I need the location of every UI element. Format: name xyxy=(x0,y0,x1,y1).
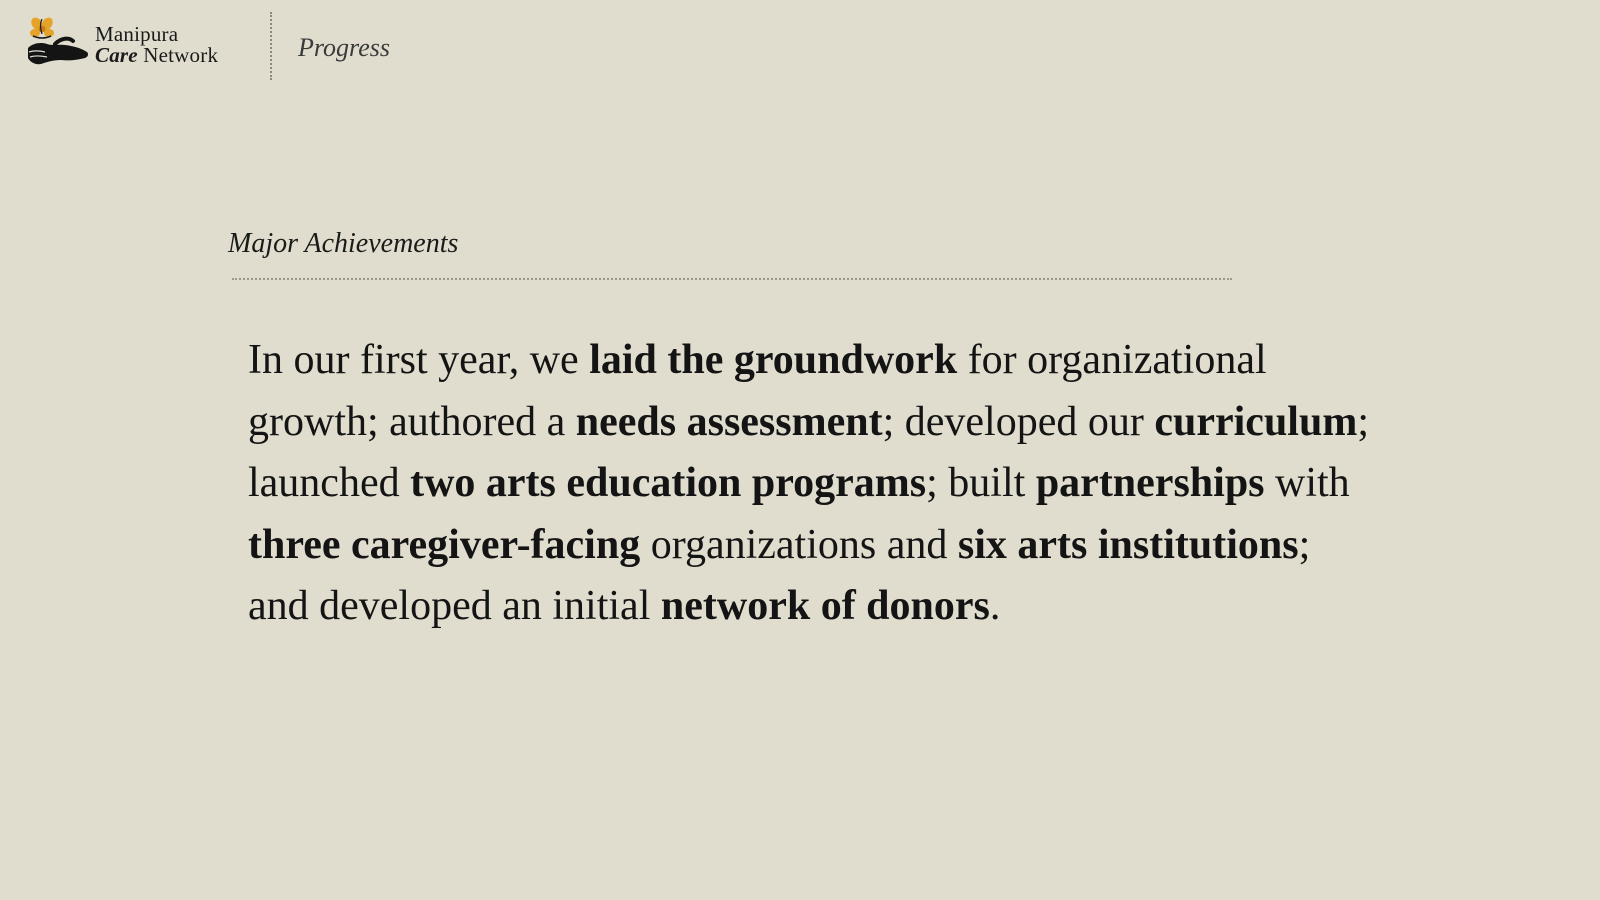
logo xyxy=(25,14,235,74)
logo-line-2-rest: Network xyxy=(137,43,219,67)
highlight-phrase: six arts institutions xyxy=(957,521,1299,568)
highlight-phrase: curriculum xyxy=(1154,398,1358,445)
paragraph-text: ; launched xyxy=(248,398,1369,506)
flower-icon xyxy=(29,15,55,38)
header-divider xyxy=(270,12,272,80)
paragraph-text: ; developed our xyxy=(882,398,1155,445)
logo-line-2-italic: Care xyxy=(95,43,138,67)
achievements-heading: Major Achievements xyxy=(228,228,459,259)
hand-icon xyxy=(28,39,88,65)
paragraph-text: organizations and xyxy=(640,521,958,568)
achievements-paragraph xyxy=(248,330,1378,638)
highlight-phrase: laid the groundwork xyxy=(589,337,958,383)
paragraph-text: In our first year, we xyxy=(248,337,590,383)
logo-line-2 xyxy=(95,45,218,66)
hand-holding-flower-icon xyxy=(25,14,91,70)
paragraph-text: ; built xyxy=(926,460,1036,506)
logo-line-1: Manipura xyxy=(95,22,179,46)
paragraph-text: . xyxy=(989,583,1001,629)
logo-wordmark xyxy=(95,24,218,66)
heading-divider xyxy=(232,278,1232,280)
highlight-phrase: three caregiver-facing xyxy=(248,521,641,568)
highlight-phrase: needs assessment xyxy=(575,398,883,445)
paragraph-text: for organizational growth; authored a xyxy=(248,337,1267,445)
highlight-phrase: partnerships xyxy=(1035,460,1265,506)
highlight-phrase: network of donors xyxy=(660,583,990,629)
paragraph-text: with xyxy=(1264,460,1350,506)
section-label: Progress xyxy=(298,33,390,62)
highlight-phrase: two arts education programs xyxy=(410,460,927,506)
paragraph-text: ; and developed an initial xyxy=(248,521,1311,629)
